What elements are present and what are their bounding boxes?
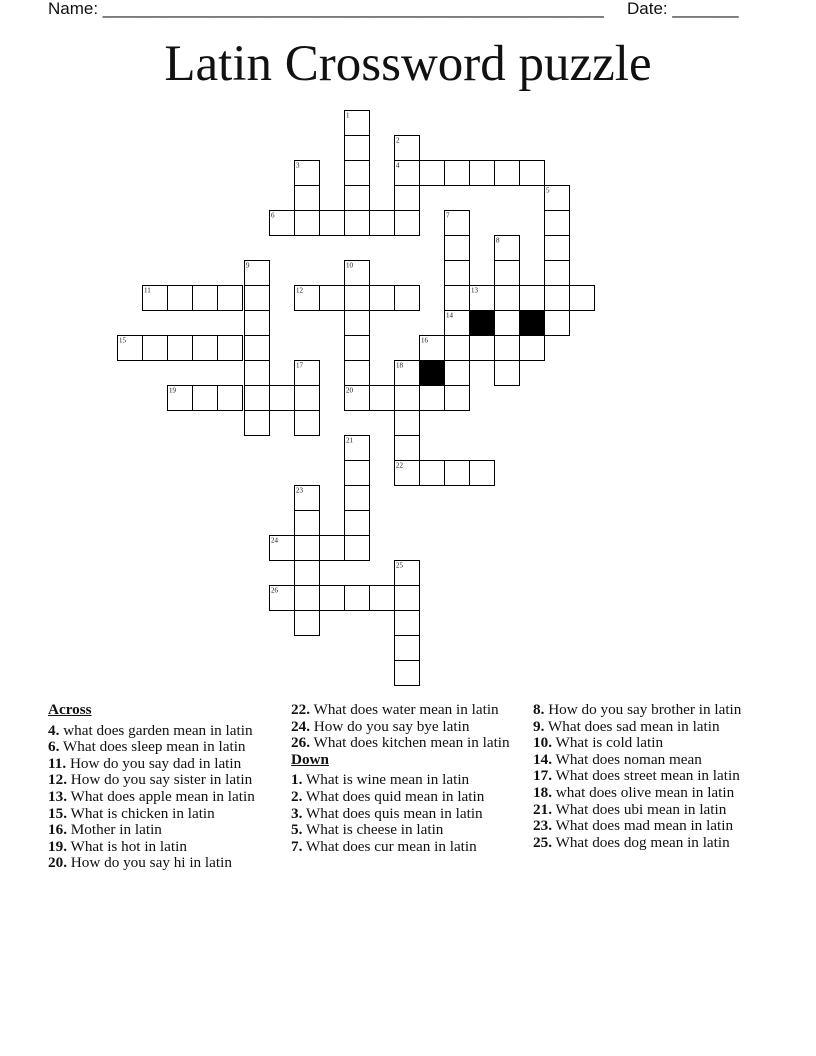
crossword-cell[interactable] bbox=[445, 311, 470, 336]
crossword-cell[interactable] bbox=[395, 361, 420, 386]
crossword-cell[interactable] bbox=[470, 461, 495, 486]
crossword-cell[interactable] bbox=[168, 286, 193, 311]
clue-item bbox=[533, 835, 763, 852]
clue-item bbox=[291, 822, 513, 839]
crossword-cell[interactable] bbox=[370, 211, 395, 236]
cell-number: 16 bbox=[421, 336, 428, 345]
clue-text: How do you say hi in latin bbox=[66, 854, 232, 872]
crossword-cell[interactable] bbox=[345, 486, 370, 511]
clue-number: 24. bbox=[291, 717, 310, 735]
crossword-cell[interactable] bbox=[320, 211, 345, 236]
crossword-cell[interactable] bbox=[495, 236, 520, 261]
clue-text: What is cheese in latin bbox=[302, 821, 444, 839]
crossword-cell[interactable] bbox=[395, 661, 420, 686]
crossword-cell[interactable] bbox=[295, 536, 320, 561]
crossword-cell[interactable] bbox=[245, 261, 270, 286]
clue-text: What is wine mean in latin bbox=[302, 771, 470, 789]
crossword-cell[interactable] bbox=[495, 361, 520, 386]
cell-number: 4 bbox=[396, 161, 400, 170]
crossword-cell[interactable] bbox=[143, 286, 168, 311]
crossword-cell[interactable] bbox=[345, 436, 370, 461]
cell-number: 23 bbox=[296, 486, 303, 495]
clue-number: 7. bbox=[291, 837, 303, 855]
crossword-cell[interactable] bbox=[395, 386, 420, 411]
crossword-cell[interactable] bbox=[445, 336, 470, 361]
crossword-cell[interactable] bbox=[270, 586, 295, 611]
crossword-cell[interactable] bbox=[270, 536, 295, 561]
crossword-cell[interactable] bbox=[495, 286, 520, 311]
crossword-cell[interactable] bbox=[168, 336, 193, 361]
crossword-cell[interactable] bbox=[345, 461, 370, 486]
clue-item bbox=[291, 702, 513, 719]
crossword-cell[interactable] bbox=[345, 261, 370, 286]
clue-number: 14. bbox=[533, 750, 552, 768]
crossword-cell[interactable] bbox=[295, 486, 320, 511]
clue-number: 20. bbox=[48, 854, 67, 872]
cell-number: 24 bbox=[271, 536, 278, 545]
crossword-cell[interactable] bbox=[245, 386, 270, 411]
crossword-cell[interactable] bbox=[193, 336, 218, 361]
cell-number: 8 bbox=[496, 236, 500, 245]
crossword-cell[interactable] bbox=[245, 336, 270, 361]
cell-number: 26 bbox=[271, 586, 278, 595]
crossword-cell[interactable] bbox=[295, 511, 320, 536]
clue-text: What does ubi mean in latin bbox=[551, 800, 727, 818]
crossword-cell[interactable] bbox=[295, 561, 320, 586]
clue-text: What does mad mean in latin bbox=[551, 817, 734, 835]
clue-number: 2. bbox=[291, 787, 303, 805]
cell-number: 3 bbox=[296, 161, 300, 170]
clue-number: 1. bbox=[291, 771, 303, 789]
clue-item bbox=[291, 772, 513, 789]
crossword-cell[interactable] bbox=[395, 586, 420, 611]
clue-number: 8. bbox=[533, 701, 545, 718]
clue-item bbox=[48, 806, 276, 823]
crossword-cell[interactable] bbox=[395, 611, 420, 636]
clue-item bbox=[48, 739, 276, 756]
crossword-cell[interactable] bbox=[245, 286, 270, 311]
crossword-cell[interactable] bbox=[495, 261, 520, 286]
crossword-cell[interactable] bbox=[545, 186, 570, 211]
crossword-cell[interactable] bbox=[520, 161, 545, 186]
down-heading: Down bbox=[291, 750, 329, 768]
crossword-cell[interactable] bbox=[395, 436, 420, 461]
crossword-cell[interactable] bbox=[370, 586, 395, 611]
date-field[interactable]: Date: _______ bbox=[627, 0, 739, 18]
crossword-cell[interactable] bbox=[345, 286, 370, 311]
clue-item bbox=[291, 839, 513, 856]
clue-number: 12. bbox=[48, 771, 67, 789]
crossword-cell[interactable] bbox=[295, 211, 320, 236]
clue-text: What is hot in latin bbox=[66, 837, 187, 855]
clue-item bbox=[48, 839, 276, 856]
crossword-cell[interactable] bbox=[218, 286, 243, 311]
cell-number: 10 bbox=[346, 261, 353, 270]
crossword-cell[interactable] bbox=[545, 261, 570, 286]
crossword-cell[interactable] bbox=[345, 111, 370, 136]
clue-number: 15. bbox=[48, 804, 67, 822]
crossword-cell[interactable] bbox=[545, 211, 570, 236]
clue-number: 9. bbox=[533, 717, 545, 735]
clue-text: what does garden mean in latin bbox=[59, 721, 253, 739]
cell-number: 19 bbox=[169, 386, 176, 395]
clue-item bbox=[48, 789, 276, 806]
cell-number: 11 bbox=[144, 286, 151, 295]
blocked-cell bbox=[420, 361, 445, 386]
clue-number: 17. bbox=[533, 767, 552, 785]
clue-item bbox=[48, 723, 276, 740]
crossword-cell[interactable] bbox=[395, 561, 420, 586]
crossword-cell[interactable] bbox=[295, 411, 320, 436]
crossword-cell[interactable] bbox=[495, 161, 520, 186]
crossword-cell[interactable] bbox=[545, 286, 570, 311]
crossword-cell[interactable] bbox=[295, 161, 320, 186]
crossword-cell[interactable] bbox=[345, 361, 370, 386]
cell-number: 2 bbox=[396, 136, 400, 145]
crossword-cell[interactable] bbox=[143, 336, 168, 361]
cell-number: 25 bbox=[396, 561, 403, 570]
clue-item bbox=[48, 822, 276, 839]
crossword-cell[interactable] bbox=[520, 286, 545, 311]
clue-item bbox=[533, 818, 763, 835]
clue-item bbox=[48, 756, 276, 773]
clue-item bbox=[533, 752, 763, 769]
clue-text: What does dog mean in latin bbox=[551, 833, 730, 851]
clue-text: What does sleep mean in latin bbox=[59, 738, 246, 756]
blocked-cell bbox=[470, 311, 495, 336]
crossword-cell[interactable] bbox=[245, 411, 270, 436]
name-field[interactable]: Name: _____________________________________________________ bbox=[48, 0, 604, 18]
crossword-cell[interactable] bbox=[193, 286, 218, 311]
cell-number: 20 bbox=[346, 386, 353, 395]
crossword-cell[interactable] bbox=[445, 211, 470, 236]
crossword-cell[interactable] bbox=[370, 286, 395, 311]
clue-text: How do you say dad in latin bbox=[66, 754, 242, 772]
cell-number: 18 bbox=[396, 361, 403, 370]
cell-number: 17 bbox=[296, 361, 303, 370]
crossword-cell[interactable] bbox=[320, 536, 345, 561]
clue-text: Mother in latin bbox=[66, 821, 162, 839]
crossword-cell[interactable] bbox=[295, 611, 320, 636]
crossword-cell[interactable] bbox=[345, 161, 370, 186]
down-clue-list-continued bbox=[533, 702, 763, 851]
clue-number: 16. bbox=[48, 821, 67, 839]
clue-item bbox=[291, 806, 513, 823]
clue-text: What is chicken in latin bbox=[66, 804, 215, 822]
crossword-cell[interactable] bbox=[295, 186, 320, 211]
crossword-cell[interactable] bbox=[345, 211, 370, 236]
crossword-cell[interactable] bbox=[420, 461, 445, 486]
clue-text: What does cur mean in latin bbox=[302, 837, 477, 855]
crossword-cell[interactable] bbox=[345, 386, 370, 411]
down-clue-list bbox=[291, 772, 513, 855]
crossword-cell[interactable] bbox=[270, 211, 295, 236]
cell-number: 13 bbox=[471, 286, 478, 295]
crossword-cell[interactable] bbox=[345, 536, 370, 561]
clue-text: What does sad mean in latin bbox=[544, 717, 720, 735]
crossword-cell[interactable] bbox=[345, 186, 370, 211]
crossword-cell[interactable] bbox=[118, 336, 143, 361]
crossword-cell[interactable] bbox=[395, 186, 420, 211]
crossword-cell[interactable] bbox=[520, 336, 545, 361]
clue-item bbox=[533, 719, 763, 736]
clues-column-1 bbox=[48, 702, 276, 872]
cell-number: 22 bbox=[396, 461, 403, 470]
clue-item bbox=[291, 735, 513, 752]
clue-item bbox=[533, 802, 763, 819]
clue-number: 25. bbox=[533, 833, 552, 851]
clue-text: what does olive mean in latin bbox=[551, 783, 735, 801]
crossword-cell[interactable] bbox=[420, 336, 445, 361]
cell-number: 9 bbox=[246, 261, 250, 270]
clue-item bbox=[533, 768, 763, 785]
clue-item bbox=[48, 855, 276, 872]
clue-number: 4. bbox=[48, 721, 60, 739]
crossword-cell[interactable] bbox=[570, 286, 595, 311]
clue-text: What is cold latin bbox=[551, 734, 664, 752]
crossword-cell[interactable] bbox=[445, 286, 470, 311]
cell-number: 12 bbox=[296, 286, 303, 295]
crossword-cell[interactable] bbox=[320, 586, 345, 611]
crossword-cell[interactable] bbox=[320, 286, 345, 311]
crossword-cell[interactable] bbox=[218, 336, 243, 361]
crossword-cell[interactable] bbox=[395, 136, 420, 161]
clue-number: 10. bbox=[533, 734, 552, 752]
crossword-cell[interactable] bbox=[245, 311, 270, 336]
crossword-cell[interactable] bbox=[395, 286, 420, 311]
clue-item bbox=[291, 789, 513, 806]
clue-item bbox=[533, 735, 763, 752]
crossword-cell[interactable] bbox=[295, 286, 320, 311]
crossword-cell[interactable] bbox=[345, 586, 370, 611]
cell-number: 14 bbox=[446, 311, 453, 320]
crossword-cell[interactable] bbox=[495, 311, 520, 336]
crossword-cell[interactable] bbox=[345, 511, 370, 536]
crossword-cell[interactable] bbox=[345, 136, 370, 161]
crossword-cell[interactable] bbox=[445, 261, 470, 286]
clue-item bbox=[533, 785, 763, 802]
cell-number: 6 bbox=[271, 211, 275, 220]
clue-number: 19. bbox=[48, 837, 67, 855]
clue-text: How do you say bye latin bbox=[309, 717, 470, 735]
clue-item bbox=[533, 702, 763, 719]
crossword-cell[interactable] bbox=[545, 236, 570, 261]
clue-number: 21. bbox=[533, 800, 552, 818]
cell-number: 21 bbox=[346, 436, 353, 445]
crossword-cell[interactable] bbox=[193, 386, 218, 411]
crossword-cell[interactable] bbox=[395, 211, 420, 236]
cell-number: 5 bbox=[546, 186, 550, 195]
clues-column-3 bbox=[533, 702, 763, 851]
clue-text: How do you say brother in latin bbox=[544, 701, 742, 718]
clue-number: 18. bbox=[533, 783, 552, 801]
crossword-cell[interactable] bbox=[445, 361, 470, 386]
crossword-cell[interactable] bbox=[295, 586, 320, 611]
crossword-cell[interactable] bbox=[545, 311, 570, 336]
crossword-cell[interactable] bbox=[445, 461, 470, 486]
crossword-cell[interactable] bbox=[420, 161, 445, 186]
crossword-cell[interactable] bbox=[218, 386, 243, 411]
clue-number: 11. bbox=[48, 754, 67, 772]
clue-text: What does water mean in latin bbox=[309, 701, 499, 718]
across-clue-list-continued bbox=[291, 702, 513, 752]
crossword-cell[interactable] bbox=[270, 386, 295, 411]
crossword-cell[interactable] bbox=[470, 336, 495, 361]
clue-text: What does quid mean in latin bbox=[302, 787, 485, 805]
crossword-cell[interactable] bbox=[295, 386, 320, 411]
crossword-cell[interactable] bbox=[395, 636, 420, 661]
crossword-cell[interactable] bbox=[395, 411, 420, 436]
blocked-cell bbox=[520, 311, 545, 336]
clue-number: 5. bbox=[291, 821, 303, 839]
clue-text: What does quis mean in latin bbox=[302, 804, 483, 822]
clue-number: 13. bbox=[48, 787, 67, 805]
clue-number: 26. bbox=[291, 734, 310, 752]
clue-text: What does apple mean in latin bbox=[66, 787, 255, 805]
clue-item bbox=[48, 772, 276, 789]
crossword-cell[interactable] bbox=[445, 236, 470, 261]
crossword-cell[interactable] bbox=[295, 361, 320, 386]
crossword-cell[interactable] bbox=[345, 336, 370, 361]
clue-text: What does street mean in latin bbox=[551, 767, 740, 785]
crossword-cell[interactable] bbox=[345, 311, 370, 336]
crossword-cell[interactable] bbox=[370, 386, 395, 411]
clue-number: 6. bbox=[48, 738, 60, 756]
header bbox=[0, 0, 816, 20]
across-heading: Across bbox=[48, 701, 92, 718]
clue-text: What does noman mean bbox=[551, 750, 702, 768]
clue-text: What does kitchen mean in latin bbox=[309, 734, 510, 752]
page-title: Latin Crossword puzzle bbox=[164, 36, 652, 92]
clue-item bbox=[291, 719, 513, 736]
crossword-cell[interactable] bbox=[168, 386, 193, 411]
crossword-cell[interactable] bbox=[445, 161, 470, 186]
across-clue-list bbox=[48, 723, 276, 872]
clue-number: 3. bbox=[291, 804, 303, 822]
crossword-cell[interactable] bbox=[470, 161, 495, 186]
crossword-cell[interactable] bbox=[245, 361, 270, 386]
crossword-cell[interactable] bbox=[420, 386, 445, 411]
crossword-cell[interactable] bbox=[395, 461, 420, 486]
clue-number: 22. bbox=[291, 701, 310, 718]
crossword-cell[interactable] bbox=[470, 286, 495, 311]
clues-column-2 bbox=[291, 702, 513, 855]
crossword-cell[interactable] bbox=[445, 386, 470, 411]
cell-number: 1 bbox=[346, 111, 350, 120]
clue-text: How do you say sister in latin bbox=[66, 771, 253, 789]
crossword-cell[interactable] bbox=[395, 161, 420, 186]
crossword-cell[interactable] bbox=[495, 336, 520, 361]
cell-number: 15 bbox=[119, 336, 126, 345]
cell-number: 7 bbox=[446, 211, 450, 220]
clue-number: 23. bbox=[533, 817, 552, 835]
